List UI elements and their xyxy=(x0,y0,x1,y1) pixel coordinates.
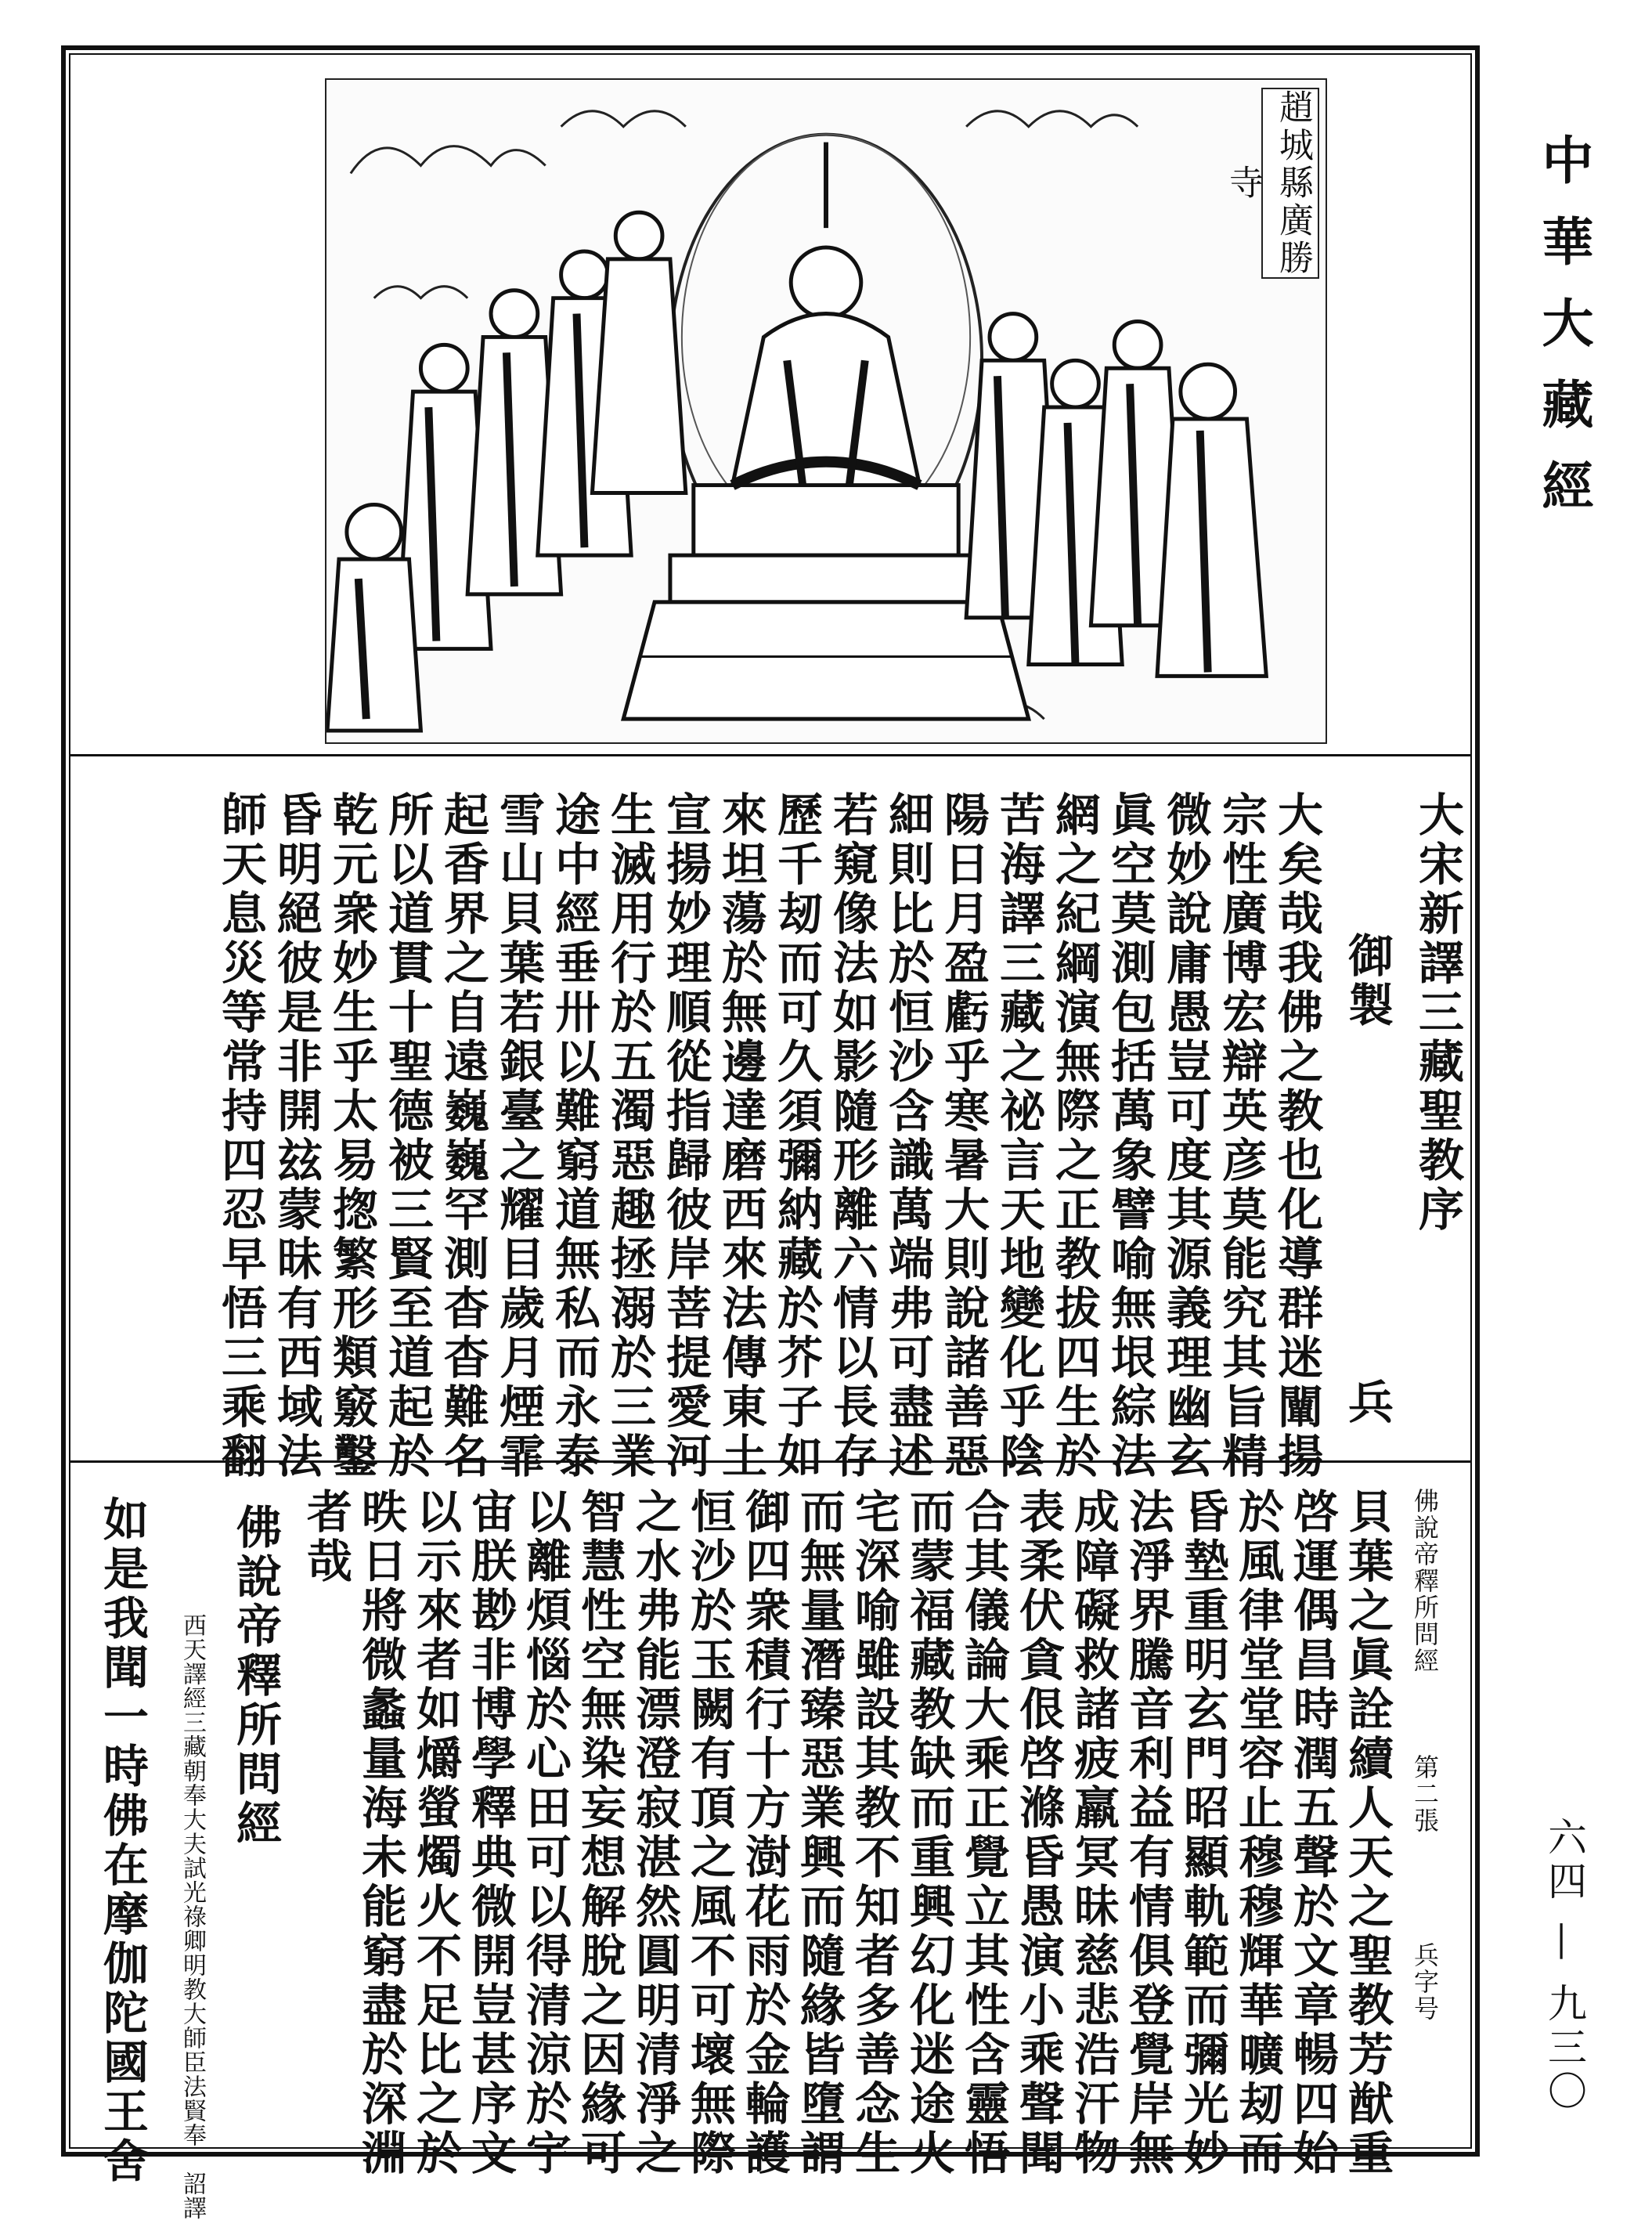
preface-column: 昏明絕彼是非開玆蒙昧有西域法 xyxy=(269,791,323,1482)
text-column: 啓運偶昌時潤五聲於文章暢四始 xyxy=(1286,1488,1339,2178)
text-column: 貝葉之眞詮續人天之聖教芳猷重 xyxy=(1340,1488,1394,2178)
text-column: 成障礙救諸疲羸冥昧慈悲浩汗物 xyxy=(1066,1488,1120,2178)
frontispiece-illustration xyxy=(325,78,1327,744)
text-column: 而蒙福藏教缺而重興幻化迷途火 xyxy=(902,1488,955,2178)
text-column: 者哉 xyxy=(299,1488,352,1586)
sheet-mark: 第二張 xyxy=(1410,1754,1440,1834)
text-column: 恒沙於玉闕有頂之風不可壞無際 xyxy=(683,1488,736,2178)
text-column: 昏墊重明玄門昭顯軌範而彌光妙 xyxy=(1176,1488,1229,2178)
preface-column: 陽日月盈虧乎寒暑大則說諸善惡 xyxy=(936,791,990,1482)
text-column: 御四衆積行十方澍花雨於金輪護 xyxy=(738,1488,791,2178)
text-column: 以示來者如爝螢燭火不足比之於 xyxy=(409,1488,462,2178)
series-mark: 兵字号 xyxy=(1410,1942,1440,2022)
preface-column: 苦海譯三藏之祕言天地變化乎陰 xyxy=(992,791,1045,1482)
preface-column: 歷千刼而可久須彌納藏於芥子如 xyxy=(770,791,823,1482)
translator-line: 西天譯經三藏朝奉大夫試光祿卿明教大師臣法賢奉 詔譯 xyxy=(179,1613,206,2220)
preface-title: 大宋新譯三藏聖教序 xyxy=(1411,791,1464,1235)
volume-mark: 兵 xyxy=(1340,1378,1394,1428)
running-title: 佛說帝釋所問經 xyxy=(1410,1488,1440,1674)
preface-column: 宗性廣博宏辯英彦莫能究其旨精 xyxy=(1214,791,1268,1482)
preface-column: 師天息災等常持四忍早悟三乘翻 xyxy=(214,791,267,1482)
text-column: 合其儀論大乘正覺立其性含靈悟 xyxy=(957,1488,1010,2178)
text-column: 昳日將微蠡量海未能窮盡於深淵 xyxy=(354,1488,407,2178)
collection-title: 中華大藏經 xyxy=(1533,133,1594,540)
preface-column: 來坦蕩於無邊達磨西來法傳東土 xyxy=(714,791,767,1482)
text-column: 法淨界騰音利益有情俱登覺岸無 xyxy=(1121,1488,1174,2178)
preface-column: 眞空莫測包括萬象譬喻無垠綜法 xyxy=(1103,791,1156,1482)
text-column: 於風律堂堂容止穆穆輝華曠刼而 xyxy=(1231,1488,1284,2178)
text-column: 以離煩惱於心田可以得清涼於宇 xyxy=(518,1488,572,2178)
temple-label: 趙城縣廣勝寺 xyxy=(1261,88,1319,279)
sutra-first-line: 如是我聞一時佛在摩伽陀國王舍 xyxy=(96,1496,149,2186)
sutra-title: 佛說帝釋所問經 xyxy=(229,1503,282,1849)
preface-column: 所以道貫十聖德被三賢至道起於 xyxy=(381,791,434,1482)
text-column: 宙朕尠非博學釋典微開豈甚序文 xyxy=(463,1488,517,2178)
preface-column: 微妙說庸愚豈可度其源義理幽玄 xyxy=(1159,791,1212,1482)
text-column: 之水弗能漂澄寂湛然圓明清淨之 xyxy=(628,1488,681,2178)
text-column: 表柔伏貪佷啓滌昏愚演小乘聲聞 xyxy=(1012,1488,1065,2178)
preface-author: 御製 xyxy=(1340,932,1394,1031)
preface-column: 網之紀綱演無際之正教拔四生於 xyxy=(1048,791,1101,1482)
preface-column: 雪山貝葉若銀臺之耀目歲月煙霏 xyxy=(492,791,545,1482)
preface-column: 宣揚妙理順從指歸彼岸菩提愛河 xyxy=(658,791,712,1482)
text-column: 宅深喻雖設其教不知者多善念生 xyxy=(847,1488,900,2178)
preface-column: 若窺像法如影隨形離六情以長存 xyxy=(825,791,878,1482)
preface-column: 細則比於恒沙含識萬端弗可盡述 xyxy=(881,791,934,1482)
preface-column: 生滅用行於五濁惡趣拯溺於三業 xyxy=(603,791,656,1482)
preface-column: 途中經垂卅以難窮道無私而永泰 xyxy=(547,791,601,1482)
text-column: 而無量潛臻惡業興而隨緣皆墮謂 xyxy=(792,1488,846,2178)
page-number: 六四 — 九三〇 xyxy=(1542,1817,1587,2114)
frontispiece-drawing xyxy=(326,80,1326,742)
preface-column: 起香界之自遠巍巍罕測杳杳難名 xyxy=(436,791,489,1482)
preface-column: 乾元衆妙生乎太易揔繁形類竅鑿 xyxy=(325,791,378,1482)
text-column: 智慧性空無染妄想解脫之因緣可 xyxy=(573,1488,626,2178)
preface-column: 大矣哉我佛之教也化導群迷闡揚 xyxy=(1270,791,1323,1482)
section-divider-top xyxy=(69,754,1472,756)
